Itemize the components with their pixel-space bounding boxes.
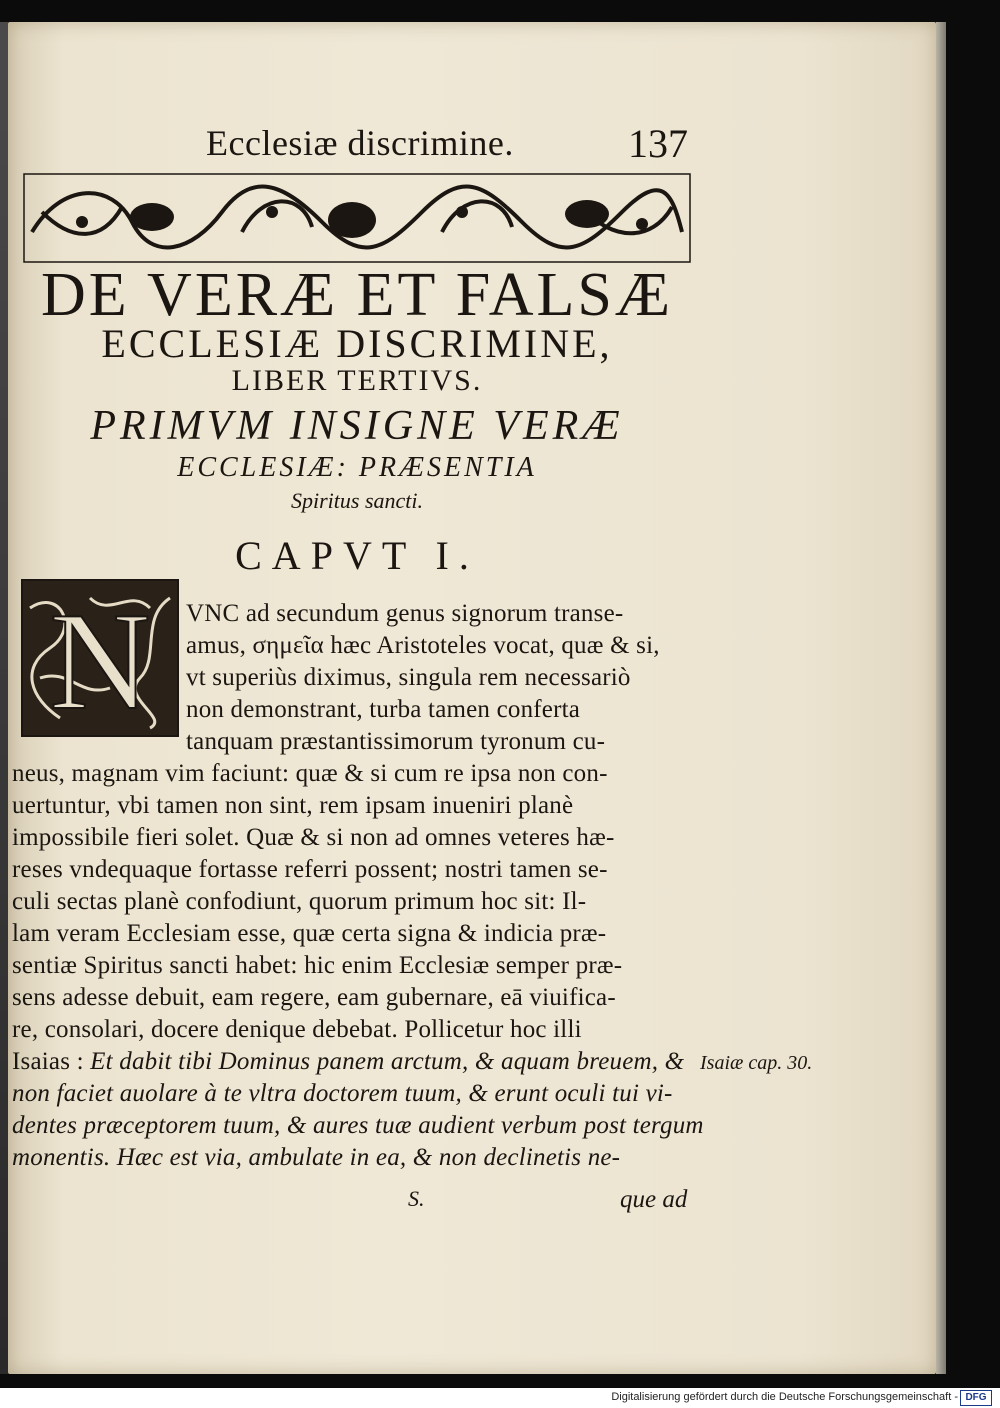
body-line-isaias [12,1046,684,1078]
scan-edge-bar [0,22,8,1374]
chapter-heading-line-1: PRIMVM INSIGNE VERÆ [90,403,624,449]
book-page [8,22,936,1374]
body-line: reses vndequaque fortasse referri possent; nostri tamen se- [12,856,608,883]
body-line-italic: monentis. Hæc est via, ambulate in ea, & non declinetis ne- [12,1144,621,1171]
page-edge [936,22,946,1374]
page-number: 137 [628,121,688,166]
book-title-line-3: LIBER TERTIVS. [231,364,483,397]
body-line: sentiæ Spiritus sancti habet: hic enim Ecclesiæ semper præ- [12,952,623,979]
running-head: Ecclesiæ discrimine. [206,123,514,163]
chapter-heading-line-2: ECCLESIÆ: PRÆSENTIA [177,452,537,483]
signature-mark: S. [408,1186,425,1211]
catchword: que ad [620,1186,688,1213]
body-line: tanquam præstantissimorum tyronum cu- [186,728,606,755]
body-line: lam veram Ecclesiam esse, quæ certa signa & indicia præ- [12,920,607,947]
book-title-line-1: DE VERÆ ET FALSÆ [41,261,673,329]
digitization-credit: Digitalisierung gefördert durch die Deutsche Forschungsgemeinschaft - [611,1391,958,1403]
chapter-number: CAPVT I. [235,533,479,578]
body-line: non demonstrant, turba tamen conferta [186,696,581,723]
marginal-note: Isaiæ cap. 30. [700,1052,813,1074]
body-line: vt superiùs diximus, singula rem necessariò [186,664,631,691]
headpiece-ornament [22,172,692,264]
decorated-initial [20,578,180,738]
body-line: uertuntur, vbi tamen non sint, rem ipsam inueniri planè [12,792,574,819]
isaias-name: Isaias : [12,1048,91,1075]
dfg-logo: DFG [960,1390,992,1406]
isaias-quote: Et dabit tibi Dominus panem arctum, & aquam breuem, & [90,1048,685,1075]
body-line: amus, σημεῖα hæc Aristoteles vocat, quæ & si, [186,632,660,659]
body-line: impossibile fieri solet. Quæ & si non ad omnes veteres hæ- [12,824,615,851]
book-title-line-2: ECCLESIÆ DISCRIMINE, [101,321,613,366]
body-line: neus, magnam vim faciunt: quæ & si cum re ipsa non con- [12,760,608,787]
body-line: re, consolari, docere denique debebat. Pollicetur hoc illi [12,1016,582,1043]
body-line-italic: dentes præceptorem tuum, & aures tuæ audient verbum post tergum [12,1112,704,1139]
chapter-heading-line-3: Spiritus sancti. [290,488,423,513]
body-line: VNC ad secundum genus signorum transe- [186,600,624,627]
body-line: culi sectas planè confodiunt, quorum primum hoc sit: Il- [12,888,587,915]
initial-letter: N [49,584,151,738]
body-line-italic: non faciet auolare à te vltra doctorem tuum, & erunt oculi tui vi- [12,1080,673,1107]
body-line: sens adesse debuit, eam regere, eam gubernare, eā viuifica- [12,984,616,1011]
